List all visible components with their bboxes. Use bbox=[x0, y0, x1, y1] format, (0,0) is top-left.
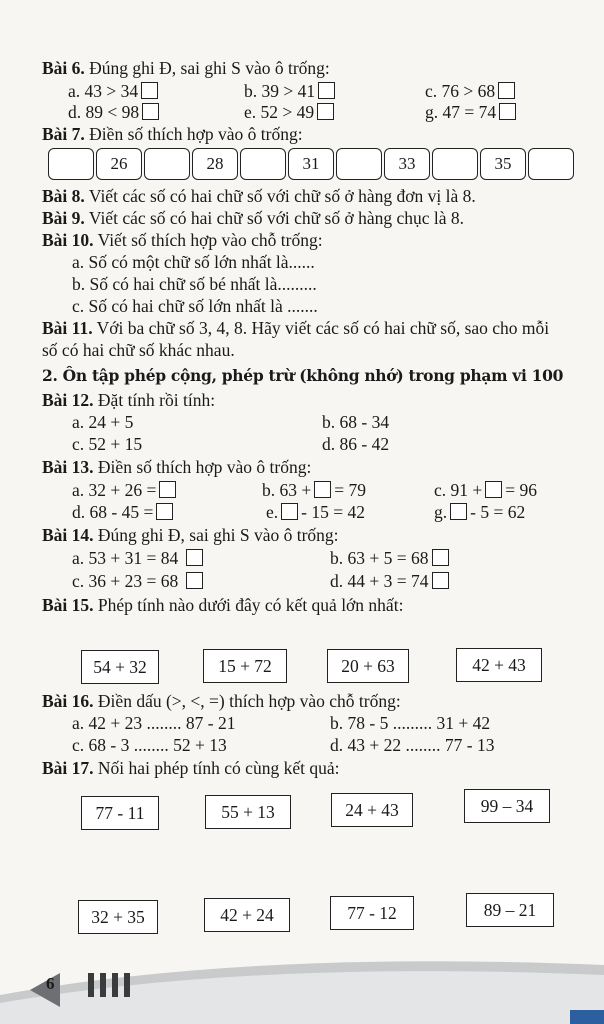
match-box-top[interactable]: 24 + 43 bbox=[331, 793, 413, 827]
page-footer-decoration bbox=[0, 955, 604, 1024]
bai10-item-c: c. Số có hai chữ số lớn nhất là ....... bbox=[72, 296, 318, 316]
bai12-item-a: a. 24 + 5 bbox=[72, 412, 134, 432]
bai9-heading: Bài 9. Viết các số có hai chữ số với chữ số ở hàng chục là 8. bbox=[42, 208, 464, 228]
option-box[interactable]: 15 + 72 bbox=[203, 649, 287, 683]
answer-box[interactable] bbox=[432, 549, 449, 566]
bai6-item-e: e. 52 > 49 bbox=[244, 102, 337, 122]
match-box-bottom[interactable]: 89 – 21 bbox=[466, 893, 554, 927]
answer-box[interactable] bbox=[499, 103, 516, 120]
option-box[interactable]: 42 + 43 bbox=[456, 648, 542, 682]
sequence-cell[interactable] bbox=[528, 148, 574, 180]
match-box-top[interactable]: 55 + 13 bbox=[205, 795, 291, 829]
sequence-cell[interactable] bbox=[336, 148, 382, 180]
answer-box[interactable] bbox=[498, 82, 515, 99]
bai13-item-b: b. 63 + = 79 bbox=[262, 480, 366, 500]
sequence-cell: 26 bbox=[96, 148, 142, 180]
bai10-item-a: a. Số có một chữ số lớn nhất là...... bbox=[72, 252, 315, 272]
bai12-heading: Bài 12. Đặt tính rồi tính: bbox=[42, 390, 216, 410]
bai8-heading: Bài 8. Viết các số có hai chữ số với chữ số ở hàng đơn vị là 8. bbox=[42, 186, 476, 206]
match-box-bottom[interactable]: 32 + 35 bbox=[78, 900, 158, 934]
bai12-item-c: c. 52 + 15 bbox=[72, 434, 143, 454]
bai13-item-d: d. 68 - 45 = bbox=[72, 502, 176, 522]
bai6-item-c: c. 76 > 68 bbox=[425, 81, 518, 101]
match-box-top[interactable]: 77 - 11 bbox=[81, 796, 159, 830]
bai6-item-a: a. 43 > 34 bbox=[68, 81, 161, 101]
bai14-item-a: a. 53 + 31 = 84 bbox=[72, 548, 206, 568]
bai14-heading: Bài 14. Đúng ghi Đ, sai ghi S vào ô trống: bbox=[42, 525, 339, 545]
bai14-item-c: c. 36 + 23 = 68 bbox=[72, 571, 206, 591]
sequence-cell[interactable] bbox=[144, 148, 190, 180]
bai13-item-c: c. 91 + = 96 bbox=[434, 480, 538, 500]
sequence-cell: 28 bbox=[192, 148, 238, 180]
option-box[interactable]: 54 + 32 bbox=[81, 650, 159, 684]
bai6-heading bbox=[42, 58, 330, 78]
answer-box[interactable] bbox=[432, 572, 449, 589]
answer-box[interactable] bbox=[318, 82, 335, 99]
bai16-item-c: c. 68 - 3 ........ 52 + 13 bbox=[72, 735, 227, 755]
bai6-item-g: g. 47 = 74 bbox=[425, 102, 519, 122]
bai13-heading: Bài 13. Điền số thích hợp vào ô trống: bbox=[42, 457, 312, 477]
bai17-heading: Bài 17. Nối hai phép tính có cùng kết quả: bbox=[42, 758, 340, 778]
section-heading: 2. Ôn tập phép cộng, phép trừ (không nhớ) trong phạm vi 100 bbox=[42, 366, 564, 385]
bai6-item-d: d. 89 < 98 bbox=[68, 102, 162, 122]
answer-box[interactable] bbox=[485, 481, 502, 498]
bai12-item-b: b. 68 - 34 bbox=[322, 412, 390, 432]
match-box-bottom[interactable]: 77 - 12 bbox=[330, 896, 414, 930]
bai11-line2: số có hai chữ số khác nhau. bbox=[42, 340, 235, 360]
option-box[interactable]: 20 + 63 bbox=[327, 649, 409, 683]
sequence-cell: 31 bbox=[288, 148, 334, 180]
exercise-number: Bài 6. bbox=[42, 58, 85, 78]
bai13-item-e: e. - 15 = 42 bbox=[266, 502, 365, 522]
bai10-heading: Bài 10. Viết số thích hợp vào chỗ trống: bbox=[42, 230, 323, 250]
bai6-item-b: b. 39 > 41 bbox=[244, 81, 338, 101]
answer-box[interactable] bbox=[156, 503, 173, 520]
bai10-item-b: b. Số có hai chữ số bé nhất là......... bbox=[72, 274, 317, 294]
answer-box[interactable] bbox=[159, 481, 176, 498]
answer-box[interactable] bbox=[141, 82, 158, 99]
answer-box[interactable] bbox=[186, 572, 203, 589]
answer-box[interactable] bbox=[314, 481, 331, 498]
bai12-item-d: d. 86 - 42 bbox=[322, 434, 390, 454]
sequence-cell[interactable] bbox=[48, 148, 94, 180]
sequence-cell: 35 bbox=[480, 148, 526, 180]
bai11-heading: Bài 11. Với ba chữ số 3, 4, 8. Hãy viết các số có hai chữ số, sao cho mỗi bbox=[42, 318, 550, 338]
answer-box[interactable] bbox=[317, 103, 334, 120]
answer-box[interactable] bbox=[281, 503, 298, 520]
bai7-heading: Bài 7. Điền số thích hợp vào ô trống: bbox=[42, 124, 303, 144]
bai16-item-d: d. 43 + 22 ........ 77 - 13 bbox=[330, 735, 495, 755]
exercise-instruction: Đúng ghi Đ, sai ghi S vào ô trống: bbox=[89, 58, 330, 78]
bai16-heading: Bài 16. Điền dấu (>, <, =) thích hợp vào chỗ trống: bbox=[42, 691, 401, 711]
page-number: 6 bbox=[46, 974, 55, 993]
sequence-cell: 33 bbox=[384, 148, 430, 180]
answer-box[interactable] bbox=[186, 549, 203, 566]
bai14-item-d: d. 44 + 3 = 74 bbox=[330, 571, 452, 591]
number-sequence bbox=[48, 148, 576, 180]
bai13-item-a: a. 32 + 26 = bbox=[72, 480, 179, 500]
match-box-top[interactable]: 99 – 34 bbox=[464, 789, 550, 823]
bai16-item-a: a. 42 + 23 ........ 87 - 21 bbox=[72, 713, 236, 733]
match-box-bottom[interactable]: 42 + 24 bbox=[204, 898, 290, 932]
bai15-heading: Bài 15. Phép tính nào dưới đây có kết quả lớn nhất: bbox=[42, 595, 404, 615]
sequence-cell[interactable] bbox=[240, 148, 286, 180]
answer-box[interactable] bbox=[450, 503, 467, 520]
answer-box[interactable] bbox=[142, 103, 159, 120]
sequence-cell[interactable] bbox=[432, 148, 478, 180]
bai14-item-b: b. 63 + 5 = 68 bbox=[330, 548, 452, 568]
bai16-item-b: b. 78 - 5 ......... 31 + 42 bbox=[330, 713, 491, 733]
bai13-item-g: g. - 5 = 62 bbox=[434, 502, 526, 522]
